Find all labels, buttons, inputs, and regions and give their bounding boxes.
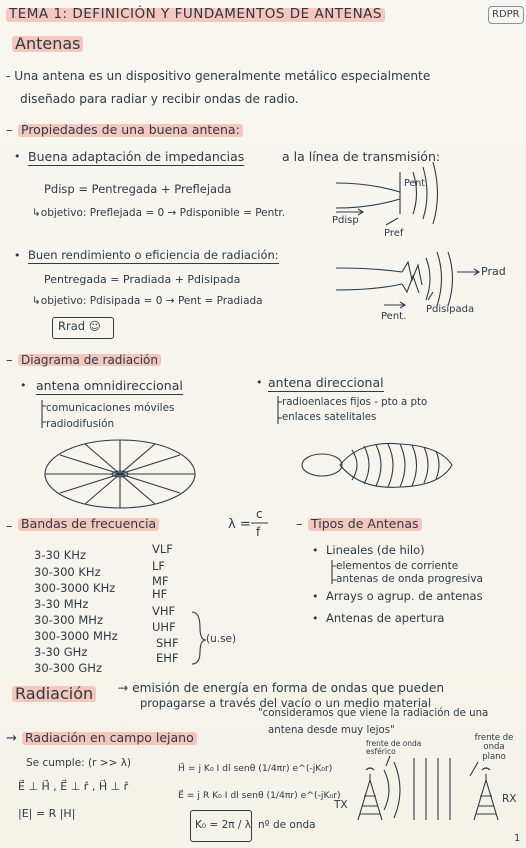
k0-note: nº de onda xyxy=(258,819,316,831)
adaptacion-eq1: Pdisp = Pentregada + Preflejada xyxy=(44,182,232,196)
fig-pref-label: Pref xyxy=(384,228,404,239)
band-range: 3-30 GHz xyxy=(34,645,88,659)
fig-pent-label-2: Pent. xyxy=(381,311,407,322)
antena-definition-line2: diseñado para radiar y recibir ondas de radio. xyxy=(20,92,299,106)
radiacion-def1: → emisión de energía en forma de ondas que pueden xyxy=(118,681,445,695)
bullet-icon: • xyxy=(312,590,319,603)
tipos-arrays: Arrays o agrup. de antenas xyxy=(326,589,483,603)
k0-formula: K₀ = 2π / λ xyxy=(195,819,251,831)
propiedades-heading: Propiedades de una buena antena: xyxy=(18,124,243,137)
fig-pdisip-label: Pdisipada xyxy=(426,304,475,315)
campo-magnitude: |E| = R |H| xyxy=(18,807,76,820)
band-range: 3-30 KHz xyxy=(34,548,86,562)
band-name: VHF xyxy=(152,604,176,618)
omni-item1: comunicaciones móviles xyxy=(46,402,175,414)
frente-plano-label: frente de onda plano xyxy=(474,733,514,762)
band-name: HF xyxy=(152,587,168,601)
adaptacion-title-tail: a la línea de transmisión: xyxy=(282,149,441,164)
campo-orthogonality: E⃗ ⊥ H⃗ , E⃗ ⊥ r̂ , H⃗ ⊥ r̂ xyxy=(18,780,129,793)
diagrama-heading: Diagrama de radiación xyxy=(18,354,161,366)
campo-heading: Radiación en campo lejano xyxy=(22,732,197,745)
tipos-lineales: Lineales (de hilo) xyxy=(326,543,425,557)
bandas-formula-den: f xyxy=(256,525,261,539)
rx-label: RX xyxy=(502,793,517,805)
fig-prad-label: Prad xyxy=(481,265,506,278)
band-range: 3-30 MHz xyxy=(34,597,89,611)
rendimiento-eq1: Pentregada = Pradiada + Pdisipada xyxy=(44,273,241,286)
band-range: 300-3000 MHz xyxy=(34,629,118,643)
campo-note2: antena desde muy lejos" xyxy=(268,725,395,736)
bullet-icon: • xyxy=(14,150,21,163)
direc-title: antena direccional xyxy=(268,375,384,390)
rendimiento-title: Buen rendimiento o eficiencia de radiación: xyxy=(28,248,279,262)
campo-heading-arrow: → xyxy=(6,731,17,746)
bullet-icon: • xyxy=(256,376,263,389)
band-brace-note: (u.se) xyxy=(206,633,237,645)
bullet-icon: • xyxy=(14,249,21,262)
band-range: 30-300 KHz xyxy=(34,565,101,579)
tipos-lineales-sub1: elementos de corriente xyxy=(336,560,459,572)
bandas-heading-dash: – xyxy=(6,519,13,534)
bullet-icon: • xyxy=(20,379,27,392)
adaptacion-eq2: ↳objetivo: Preflejada = 0 → Pdisponible = Pentr. xyxy=(32,207,286,219)
tipos-apertura: Antenas de apertura xyxy=(326,611,445,625)
tipos-heading: Tipos de Antenas xyxy=(308,518,422,531)
radiacion-heading: Radiación xyxy=(12,686,96,702)
band-range: 30-300 GHz xyxy=(34,661,102,675)
bandas-formula-num: c xyxy=(256,507,263,521)
page-title: TEMA 1: DEFINICIÓN Y FUNDAMENTOS DE ANTENAS xyxy=(6,8,385,22)
page-number: 1 xyxy=(514,833,521,844)
propiedades-heading-dash: – xyxy=(6,123,13,138)
adaptacion-title: Buena adaptación de impedancias xyxy=(28,149,245,164)
campo-e-equation: E⃗ = j R K₀ I dl senθ (1/4πr) e^(-jK₀r) xyxy=(178,790,341,801)
campo-note1: "consideramos que viene la radiación de una xyxy=(258,708,489,719)
omni-item2: radiodifusión xyxy=(46,418,115,430)
header-tag: RDPR xyxy=(488,6,524,24)
band-name: EHF xyxy=(156,651,179,665)
direc-item1: radioenlaces fijos - pto a pto xyxy=(282,397,428,408)
bandas-formula-lhs: λ = xyxy=(228,517,251,532)
band-name: VLF xyxy=(152,542,173,556)
rrad-box-text: Rrad ☺ xyxy=(58,319,101,333)
fig-pdisp-label: Pdisp xyxy=(332,215,359,226)
campo-h-equation: H⃗ = j K₀ I dl senθ (1/4πr) e^(-jK₀r) xyxy=(178,763,333,774)
direc-item2: enlaces satelitales xyxy=(282,412,377,423)
campo-cumple: Se cumple: (r >> λ) xyxy=(26,757,132,769)
band-range: 300-3000 KHz xyxy=(34,581,116,595)
band-name: UHF xyxy=(152,620,176,634)
band-name: LF xyxy=(152,559,166,573)
bullet-icon: • xyxy=(312,612,319,625)
fig-pent-label: Pent xyxy=(404,178,425,189)
rendimiento-eq2: ↳objetivo: Pdisipada = 0 → Pent = Pradiada xyxy=(32,295,263,307)
bullet-icon: • xyxy=(312,544,319,557)
band-range: 30-300 MHz xyxy=(34,613,103,627)
omni-title: antena omnidireccional xyxy=(36,378,183,393)
band-name: MF xyxy=(152,574,169,588)
tipos-heading-dash: – xyxy=(296,517,303,532)
section-antenas-heading: Antenas xyxy=(12,36,83,52)
band-name: SHF xyxy=(156,636,179,650)
tx-label: TX xyxy=(334,799,348,811)
bandas-heading: Bandas de frecuencia xyxy=(18,518,159,531)
diagrama-heading-dash: – xyxy=(6,353,13,368)
frente-esferico-label: frente de onda esférico xyxy=(366,739,422,757)
antena-definition-line1: - Una antena es un dispositivo generalmente metálico especialmente xyxy=(6,69,431,83)
tipos-lineales-sub2: antenas de onda progresiva xyxy=(336,573,483,585)
radiacion-def2: propagarse a través del vacío o un medio material xyxy=(140,696,432,710)
